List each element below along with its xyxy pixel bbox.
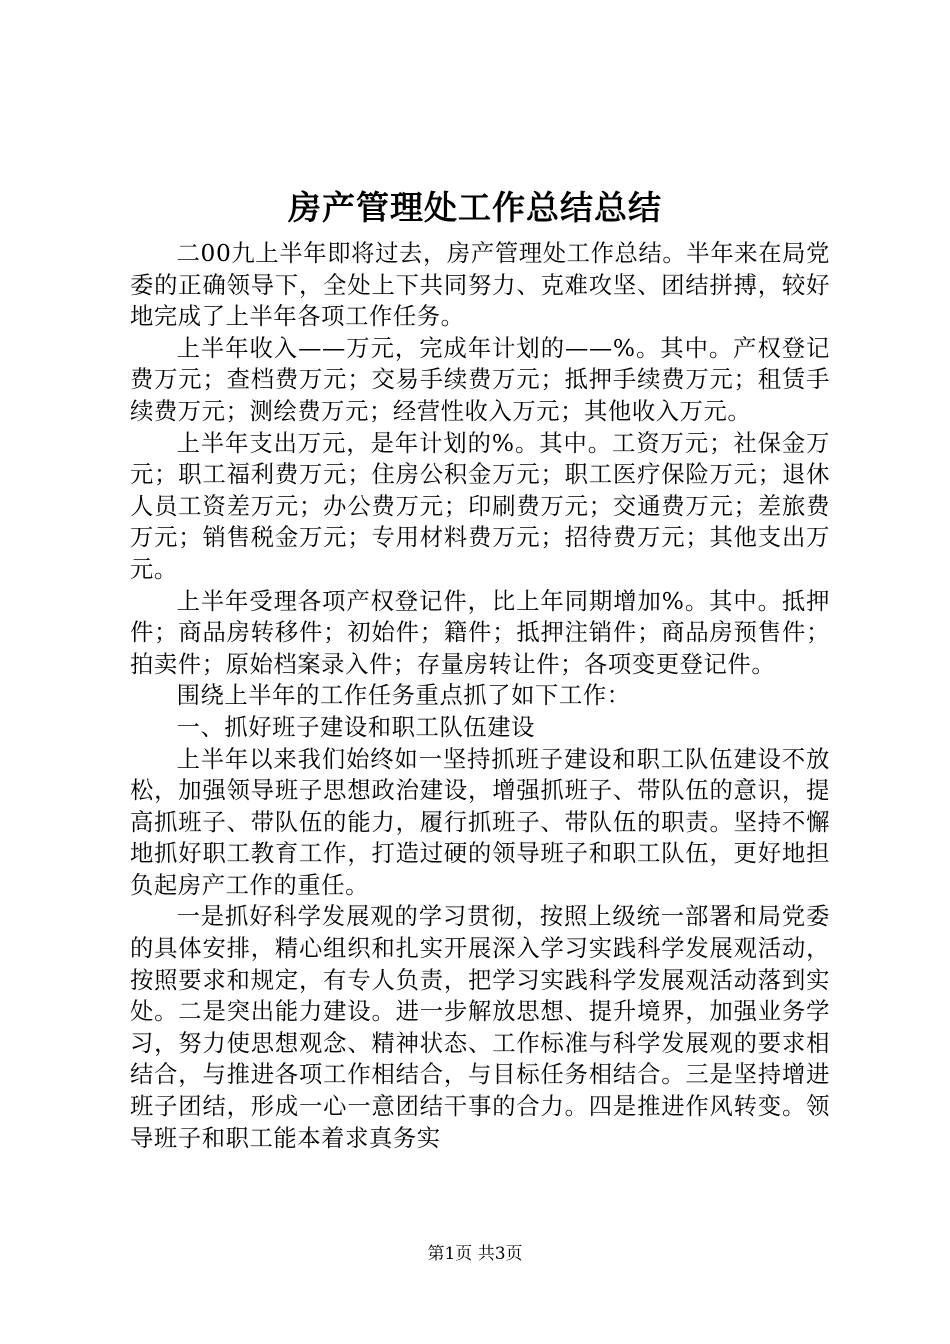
paragraph-team-building: 上半年以来我们始终如一坚持抓班子建设和职工队伍建设不放松，加强领导班子思想政治建设，增强抓班子、带队伍的意识，提高抓班子、带队伍的能力，履行抓班子、带队伍的职责。坚持不懈地抓好职工教育工作，打造过硬的领导班子和职工队伍，更好地担负起房产工作的重任。	[130, 745, 830, 899]
paragraph-work-lead: 围绕上半年的工作任务重点抓了如下工作：	[176, 682, 631, 710]
paragraph-income: 上半年收入——万元，完成年计划的——%。其中。产权登记费万元；查档费万元；交易手续费万元；抵押手续费万元；租赁手续费万元；测绘费万元；经营性收入万元；其他收入万元。	[130, 334, 830, 425]
paragraph-intro: 二00九上半年即将过去，房产管理处工作总结。半年来在局党委的正确领导下，全处上下共同努力、克难攻坚、团结拼搏，较好地完成了上半年各项工作任务。	[130, 240, 830, 331]
paragraph-measures: 一是抓好科学发展观的学习贯彻，按照上级统一部署和局党委的具体安排，精心组织和扎实开展深入学习实践科学发展观活动，按照要求和规定，有专人负责，把学习实践科学发展观活动落到实处。二是突出能力建设。进一步解放思想、提升境界，加强业务学习，努力使思想观念、精神状态、工作标准与科学发展观的要求相结合，与推进各项工作相结合，与目标任务相结合。三是坚持增进班子团结，形成一心一意团结干事的合力。四是推进作风转变。领导班子和职工能本着求真务实	[130, 903, 830, 1152]
section-heading-1: 一、抓好班子建设和职工队伍建设	[176, 713, 536, 741]
page-footer: 第1页 共3页	[427, 1244, 523, 1264]
paragraph-expenditure: 上半年支出万元，是年计划的%。其中。工资万元；社保金万元；职工福利费万元；住房公积金万元；职工医疗保险万元；退休人员工资差万元；办公费万元；印刷费万元；交通费万元；差旅费万元；销售税金万元；专用材料费万元；招待费万元；其他支出万元。	[130, 429, 830, 583]
paragraph-registration: 上半年受理各项产权登记件，比上年同期增加%。其中。抵押件；商品房转移件；初始件；籍件；抵押注销件；商品房预售件；拍卖件；原始档案录入件；存量房转让件；各项变更登记件。	[130, 587, 830, 678]
document-body	[130, 238, 830, 1154]
document-title: 房产管理处工作总结总结	[288, 188, 662, 227]
